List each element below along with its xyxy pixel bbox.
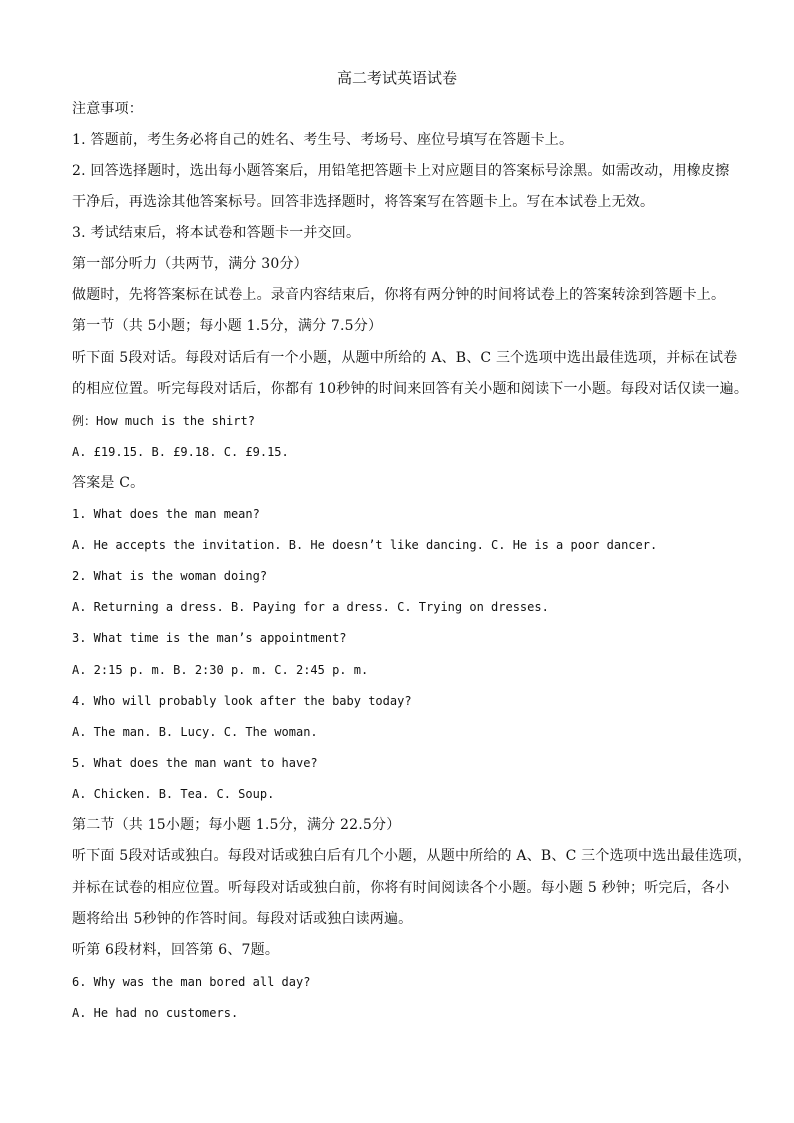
question-5-options: A. Chicken. B. Tea. C. Soup.: [72, 787, 275, 801]
notice-item-2-line-2: 干净后，再选涂其他答案标号。回答非选择题时，将答案写在答题卡上。写在本试卷上无效。: [72, 194, 655, 210]
notice-item-2-line-1: 2. 回答选择题时，选出每小题答案后，用铅笔把答题卡上对应题目的答案标号涂黑。如需改动，用橡皮擦: [72, 163, 730, 179]
section2-instructions-line-2: 并标在试卷的相应位置。听每段对话或独白前，你将有时间阅读各个小题。每小题 5 秒钟；听完后，各小: [72, 880, 730, 896]
question-1-options: A. He accepts the invitation. B. He doesn’t like dancing. C. He is a poor dancer.: [72, 538, 658, 552]
notice-heading: 注意事项：: [72, 101, 143, 117]
question-4-options: A. The man. B. Lucy. C. The woman.: [72, 725, 318, 739]
section1-instructions-line-2: 的相应位置。听完每段对话后，你都有 10秒钟的时间来回答有关小题和阅读下一小题。每段对话仅读一遍。: [72, 381, 749, 397]
page-title: 高二考试英语试卷: [336, 69, 457, 87]
part1-instructions: 做题时，先将答案标在试卷上。录音内容结束后，你将有两分钟的时间将试卷上的答案转涂到答题卡上。: [72, 287, 726, 303]
question-6: 6. Why was the man bored all day?: [72, 975, 311, 989]
section2-instructions-line-1: 听下面 5段对话或独白。每段对话或独白后有几个小题，从题中所给的 A、B、C 三个选项中选出最佳选项，: [72, 848, 752, 864]
section1-heading: 第一节（共 5小题；每小题 1.5分，满分 7.5分）: [72, 318, 383, 334]
question-6-option-a: A. He had no customers.: [72, 1006, 239, 1020]
question-2-options: A. Returning a dress. B. Paying for a dress. C. Trying on dresses.: [72, 600, 549, 614]
example-options: A. £19.15. B. £9.18. C. £9.15.: [72, 445, 289, 459]
example-answer: 答案是 C。: [72, 475, 145, 491]
part1-heading: 第一部分听力（共两节，满分 30分）: [72, 256, 308, 272]
section1-instructions-line-1: 听下面 5段对话。每段对话后有一个小题，从题中所给的 A、B、C 三个选项中选出最佳选项，并标在试卷: [72, 350, 738, 366]
notice-item-1: 1. 答题前，考生务必将自己的姓名、考生号、考场号、座位号填写在答题卡上。: [72, 132, 574, 148]
question-2: 2. What is the woman doing?: [72, 569, 268, 583]
example-question: 例：How much is the shirt?: [72, 414, 255, 428]
question-4: 4. Who will probably look after the baby today?: [72, 694, 412, 708]
question-3-options: A. 2:15 p. m. B. 2:30 p. m. C. 2:45 p. m.: [72, 663, 369, 677]
material-6-heading: 听第 6段材料，回答第 6、7题。: [72, 942, 280, 958]
question-5: 5. What does the man want to have?: [72, 756, 318, 770]
section2-heading: 第二节（共 15小题；每小题 1.5分，满分 22.5分）: [72, 817, 401, 833]
section2-instructions-line-3: 题将给出 5秒钟的作答时间。每段对话或独白读两遍。: [72, 911, 413, 927]
question-1: 1. What does the man mean?: [72, 507, 260, 521]
notice-item-3: 3. 考试结束后，将本试卷和答题卡一并交回。: [72, 225, 361, 241]
question-3: 3. What time is the man’s appointment?: [72, 631, 347, 645]
